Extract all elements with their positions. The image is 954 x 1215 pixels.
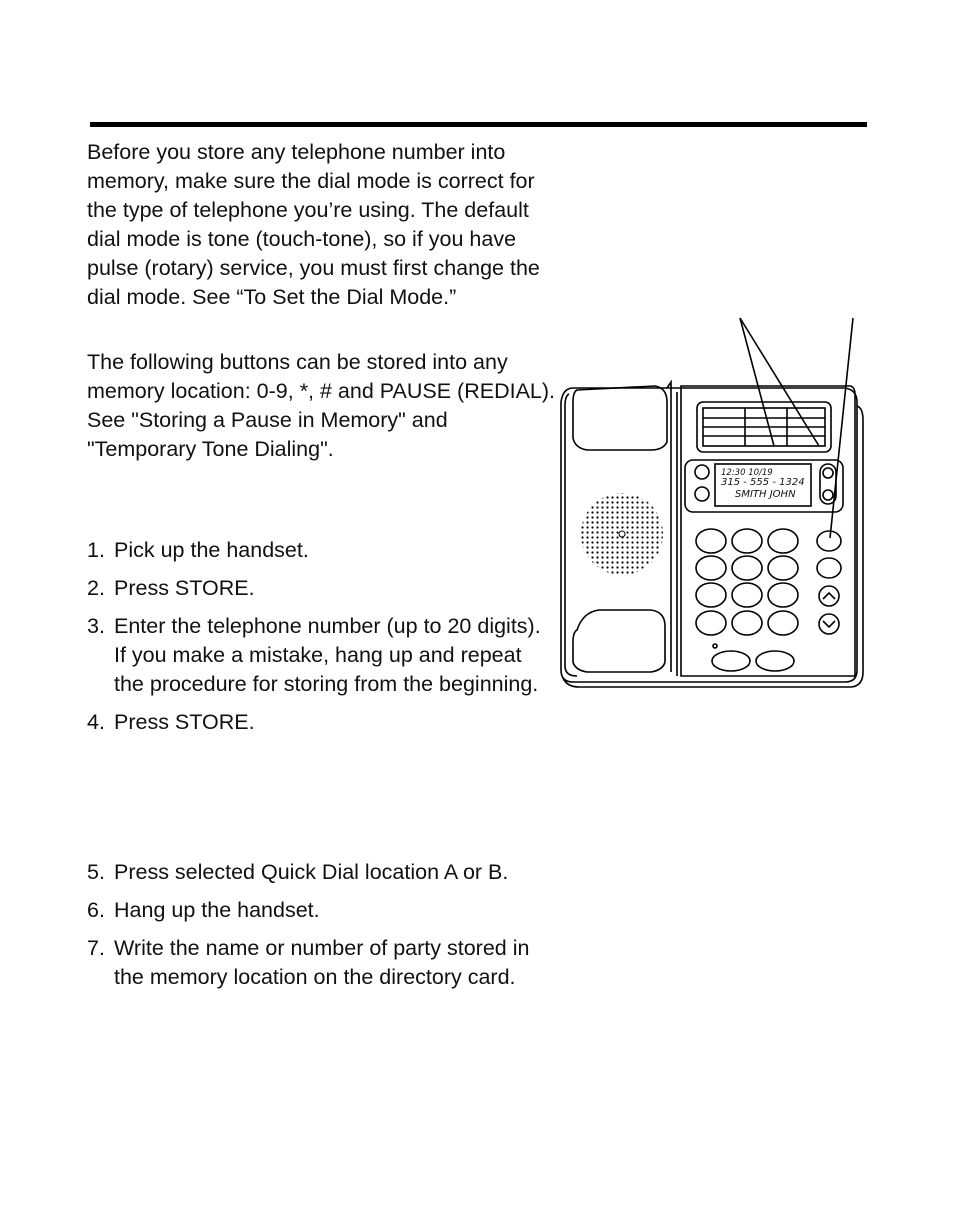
steps-list-a [87,536,557,746]
keypad[interactable] [696,529,798,635]
list-item [87,574,557,603]
small-round-button[interactable] [695,487,709,501]
quick-dial-b-button[interactable] [756,651,794,671]
step-number: 6. [87,898,105,922]
function-button[interactable] [817,558,841,578]
down-arrow-button[interactable] [819,614,839,634]
step-text: Pick up the handset. [114,538,309,562]
handset [573,386,667,450]
indicator-light [713,644,717,648]
intro-paragraph-1: Before you store any telephone number into memory, make sure the dial mode is correct for the type of telephone you’re using. The default dial mode is tone (touch-tone), so if you have pulse (rotary) service, you must first change the dial mode. See “To Set the Dial Mode.” [87,140,540,309]
handset-lower [573,610,665,672]
step-number: 4. [87,710,105,734]
up-arrow-button[interactable] [819,586,839,606]
step-number: 3. [87,614,105,638]
list-item [87,612,557,699]
small-round-button[interactable] [695,465,709,479]
steps-list-b [87,858,557,1001]
step-text: Write the name or number of party stored in the memory location on the directory card. [114,936,530,989]
step-number: 7. [87,936,105,960]
quick-dial-a-button[interactable] [712,651,750,671]
pointer-lines [740,318,853,538]
list-item [87,934,557,992]
scroll-down-button[interactable] [823,490,833,500]
telephone-illustration [555,310,867,690]
list-item [87,708,557,737]
step-number: 2. [87,576,105,600]
list-item [87,896,557,925]
step-text: Press selected Quick Dial location A or B. [114,860,509,884]
step-text: Press STORE. [114,710,255,734]
step-number: 1. [87,538,105,562]
step-number: 5. [87,860,105,884]
step-text: Enter the telephone number (up to 20 digits). If you make a mistake, hang up and repeat the procedure for storing from the beginning. [114,614,541,696]
step-text: Press STORE. [114,576,255,600]
list-item [87,858,557,887]
lcd-line-1: 12:30 10/19 [721,468,773,478]
header-rule [90,122,867,127]
lcd-line-2: 315 - 555 - 1324 [721,477,805,488]
lcd-line-3: SMITH JOHN [735,489,796,500]
list-item [87,536,557,565]
step-text: Hang up the handset. [114,898,320,922]
scroll-up-button[interactable] [823,468,833,478]
store-button[interactable] [817,531,841,551]
intro-paragraph-2: The following buttons can be stored into any memory location: 0-9, *, # and PAUSE (REDIAL). See "Storing a Pause in Memory" and "Temporary Tone Dialing". [87,350,556,461]
